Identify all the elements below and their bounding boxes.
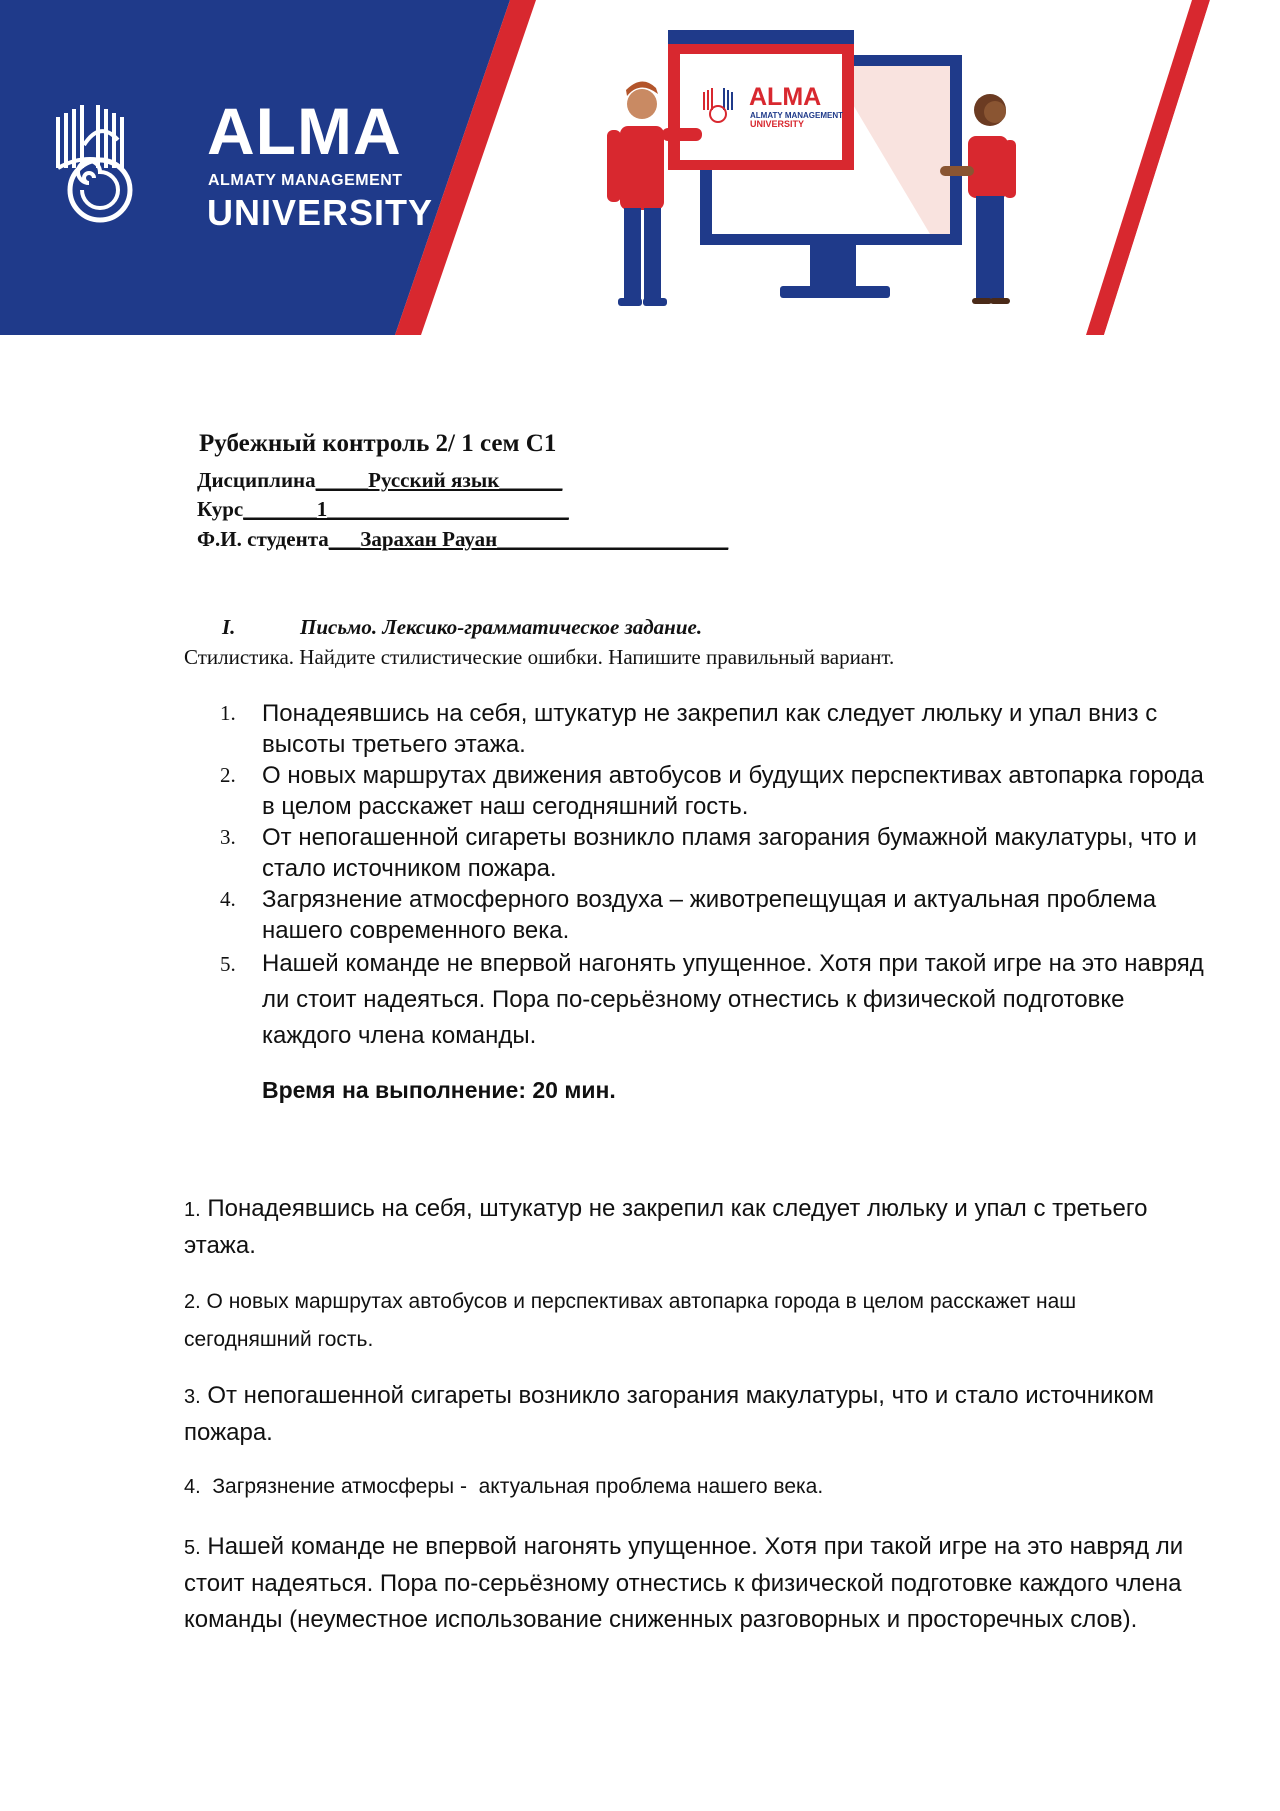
student-field (197, 527, 728, 552)
answer-number: 1. (184, 1199, 201, 1221)
discipline-field (197, 468, 562, 493)
answer-item (184, 1283, 1194, 1359)
task-text: Нашей команде не впервой нагонять упущенное. Хотя при такой игре на это навряд ли стоит надеяться. Пора по-серьёзному отнестись к физической подготовке каждого члена команды. (262, 950, 1204, 1049)
brand-university: UNIVERSITY (207, 192, 434, 233)
screen-brand-university: UNIVERSITY (750, 119, 805, 129)
page-title: Рубежный контроль 2/ 1 сем С1 (199, 430, 557, 457)
task-item (220, 946, 1207, 1054)
student-value: ___Зарахан Рауан______________________ (328, 527, 729, 551)
task-list (220, 698, 1207, 1054)
task-number: 4. (220, 887, 236, 911)
time-limit: Время на выполнение: 20 мин. (262, 1077, 616, 1103)
answer-item (184, 1191, 1194, 1264)
answer-text: От непогашенной сигареты возникло загорания макулатуры, что и стало источником пожара. (184, 1382, 1154, 1446)
screen-brand-subtitle: ALMATY MANAGEMENT (750, 111, 844, 120)
answer-number: 2. (184, 1291, 201, 1313)
section-number: I. (222, 615, 236, 639)
brand-subtitle: ALMATY MANAGEMENT (208, 172, 403, 189)
answer-item (184, 1378, 1194, 1451)
answer-text: О новых маршрутах автобусов и перспективах автопарка города в целом расскажет наш сегодняшний гость. (184, 1290, 1077, 1351)
task-item (220, 698, 1207, 760)
header-banner (0, 0, 1280, 335)
brand-name: ALMA (207, 94, 402, 168)
screen-brand-name: ALMA (749, 83, 822, 111)
task-number: 1. (220, 701, 236, 725)
task-text: О новых маршрутах движения автобусов и будущих перспективах автопарка города в целом расскажет наш сегодняшний гость. (262, 762, 1204, 820)
course-value: _______1_______________________ (243, 497, 569, 521)
answer-item (184, 1472, 1194, 1502)
answer-number: 3. (184, 1386, 201, 1408)
answer-text: Понадеявшись на себя, штукатур не закрепил как следует люльку и упал с третьего этажа. (184, 1195, 1148, 1259)
task-item (220, 760, 1207, 822)
task-item (220, 884, 1207, 946)
course-label: Курс (197, 497, 244, 521)
task-text: Понадеявшись на себя, штукатур не закрепил как следует люльку и упал вниз с высоты третьего этажа. (262, 700, 1158, 758)
course-field (197, 497, 569, 522)
student-label: Ф.И. студента (197, 527, 329, 551)
section-title: Письмо. Лексико-грамматическое задание. (300, 615, 703, 639)
task-text: Загрязнение атмосферного воздуха – животрепещущая и актуальная проблема нашего современного века. (262, 886, 1157, 944)
discipline-label: Дисциплина (197, 468, 316, 492)
discipline-value: _____Русский язык______ (315, 468, 563, 492)
task-number: 3. (220, 825, 236, 849)
banner-graphic (0, 0, 1280, 335)
task-item (220, 822, 1207, 884)
answer-text: Загрязнение атмосферы - актуальная проблема нашего века. (200, 1475, 824, 1498)
instruction-text: Стилистика. Найдите стилистические ошибки. Напишите правильный вариант. (184, 645, 895, 669)
task-number: 5. (220, 952, 236, 976)
answer-item (184, 1529, 1194, 1638)
answer-number: 4. (184, 1476, 201, 1498)
answer-number: 5. (184, 1537, 201, 1559)
task-text: От непогашенной сигареты возникло пламя загорания бумажной макулатуры, что и стало источником пожара. (262, 824, 1197, 882)
task-number: 2. (220, 763, 236, 787)
answer-text: Нашей команде не впервой нагонять упущенное. Хотя при такой игре на это навряд ли стоит надеяться. Пора по-серьёзному отнестись к физической подготовке каждого члена команды (неуместное использование сниженных разговорных и просторечных слов). (184, 1533, 1184, 1633)
